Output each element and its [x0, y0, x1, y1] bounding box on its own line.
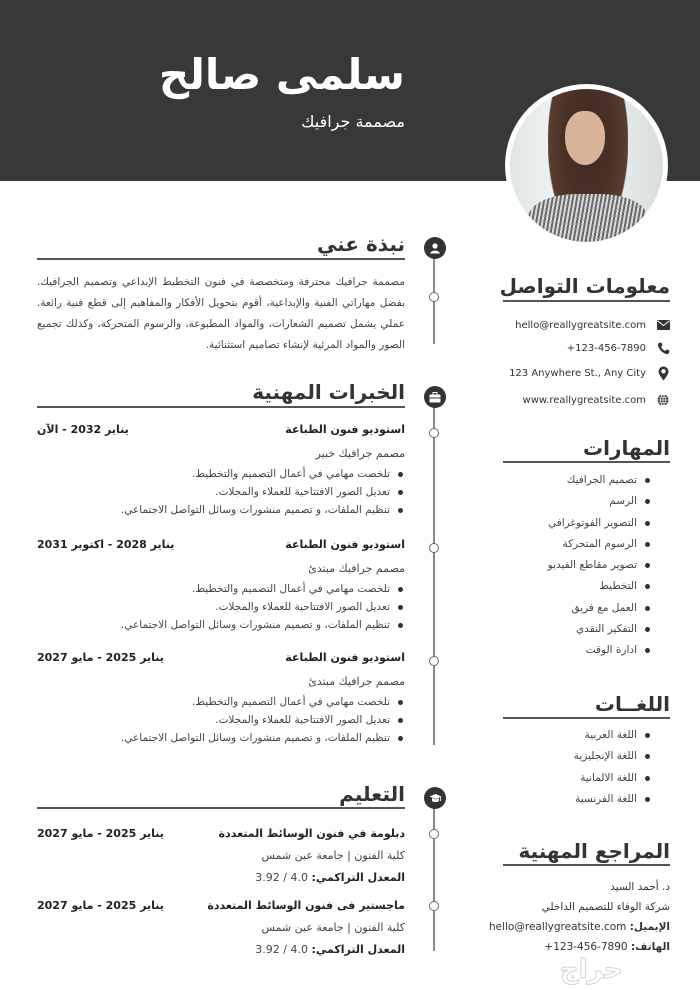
about-text: مصممة جرافيك محترفة ومتخصصة في فنون التخطيط الإبداعي وتصميم الجرافيك. بفضل مهاراتي الفنية والإبداعية، أقوم بتحويل الأفكار والمفاهيم إلى قطع فنية رائعة. عملي يشمل تصميم الشعارات، والمواد المطبوعة، والرسوم المتحركة، وكذلك تجميع الصور والمواد المرئية لإنشاء تصاميم استثنائية. — [37, 276, 405, 351]
education-school: كلية الفنون | جامعة عين شمس — [261, 921, 405, 934]
education-entry — [37, 895, 405, 961]
section-title-references: المراجع المهنية — [518, 839, 670, 863]
skill-item: العمل مع فريق — [548, 598, 650, 619]
contact-website — [503, 390, 670, 410]
timeline-node — [429, 656, 439, 666]
timeline-node — [429, 428, 439, 438]
envelope-icon — [656, 318, 670, 332]
skills-list — [548, 470, 650, 662]
timeline-node — [429, 543, 439, 553]
phone-icon — [656, 341, 670, 355]
reference-email — [490, 917, 670, 937]
reference-entry — [490, 877, 670, 957]
reference-phone-value: +123-456-7890 — [544, 941, 628, 953]
section-divider — [37, 406, 405, 408]
job-company: استوديو فنون الطباعة — [285, 538, 405, 551]
job-bullet: تلخصت مهامي في أعمال التصميم والتخطيط. — [37, 465, 405, 483]
timeline-node — [429, 829, 439, 839]
section-divider — [503, 300, 670, 302]
education-dates: يناير 2025 - مايو 2027 — [37, 899, 164, 912]
job-bullet: تعديل الصور الافتتاحية للعملاء والمجلات. — [37, 711, 405, 729]
reference-phone — [490, 937, 670, 957]
skill-item: التصوير الفوتوغرافي — [548, 513, 650, 534]
job-company: استوديو فنون الطباعة — [285, 651, 405, 664]
skill-item: التفكير النقدي — [548, 619, 650, 640]
job-bullet: تلخصت مهامي في أعمال التصميم والتخطيط. — [37, 580, 405, 598]
user-icon — [424, 237, 446, 259]
contact-address-text: 123 Anywhere St., Any City — [509, 367, 646, 379]
reference-phone-label: الهاتف: — [630, 941, 670, 953]
graduation-cap-icon — [424, 787, 446, 809]
job-entry — [37, 538, 405, 634]
profile-photo — [505, 84, 668, 247]
education-entry — [37, 823, 405, 889]
job-entry — [37, 651, 405, 747]
map-pin-icon — [656, 366, 670, 380]
skill-item: تصميم الجرافيك — [548, 470, 650, 491]
gpa-value: 3.92 / 4.0 — [255, 871, 308, 884]
job-role: مصمم جرافيك مبتدئ — [308, 675, 405, 688]
job-bullet: تعديل الصور الافتتاحية للعملاء والمجلات. — [37, 483, 405, 501]
section-title-skills: المهارات — [583, 436, 670, 460]
job-bullet: تنظيم الملفات، و تصميم منشورات وسائل التواصل الاجتماعي. — [37, 501, 405, 519]
job-dates: يناير 2032 - الآن — [37, 423, 129, 436]
skill-item: الرسم — [548, 491, 650, 512]
person-job-title: مصممة جرافيك — [301, 112, 405, 131]
skill-item: الرسوم المتحركة — [548, 534, 650, 555]
person-name: سلمى صالح — [158, 50, 405, 99]
reference-email-label: الإيميل: — [629, 921, 670, 933]
section-title-experience: الخبرات المهنية — [252, 380, 405, 404]
section-title-education: التعليم — [339, 782, 405, 806]
section-divider — [37, 807, 405, 809]
skill-item: التخطيط — [548, 576, 650, 597]
language-item: اللغة الفرنسية — [574, 789, 650, 810]
job-bullet: تنظيم الملفات، و تصميم منشورات وسائل التواصل الاجتماعي. — [37, 616, 405, 634]
education-gpa — [37, 867, 405, 889]
timeline-line-experience — [433, 401, 435, 745]
watermark: حراج — [560, 955, 623, 985]
job-dates: يناير 2028 - اكتوبر 2031 — [37, 538, 175, 551]
timeline-node — [429, 901, 439, 911]
section-title-languages: اللغــات — [594, 692, 670, 716]
section-divider — [503, 717, 670, 719]
reference-email-value: hello@reallygreatsite.com — [488, 921, 627, 933]
section-divider — [503, 864, 670, 866]
contact-phone-text: +123-456-7890 — [566, 342, 646, 354]
language-item: اللغة العربية — [574, 725, 650, 746]
gpa-label: المعدل التراكمي: — [311, 871, 405, 884]
education-degree: دبلومة في فنون الوسائط المتعددة — [218, 827, 405, 840]
education-degree: ماجستير فى فنون الوسائط المتعددة — [207, 899, 405, 912]
reference-name: د. أحمد السيد — [610, 881, 670, 893]
briefcase-icon — [424, 386, 446, 408]
reference-company: شركة الوفاء للتصميم الداخلي — [541, 901, 670, 913]
gpa-value: 3.92 / 4.0 — [255, 943, 308, 956]
education-gpa — [37, 939, 405, 961]
skill-item: تصوير مقاطع الفيديو — [548, 555, 650, 576]
gpa-label: المعدل التراكمي: — [311, 943, 405, 956]
contact-email-text: hello@reallygreatsite.com — [515, 319, 646, 331]
section-divider — [503, 461, 670, 463]
section-title-about: نبذة عني — [316, 232, 405, 256]
contact-address — [503, 363, 670, 383]
job-bullet: تعديل الصور الافتتاحية للعملاء والمجلات. — [37, 598, 405, 616]
education-school: كلية الفنون | جامعة عين شمس — [261, 849, 405, 862]
contact-website-text: www.reallygreatsite.com — [522, 394, 646, 406]
profile-photo-image — [510, 89, 663, 242]
education-dates: يناير 2025 - مايو 2027 — [37, 827, 164, 840]
language-item: اللغة الإنجليزية — [574, 746, 650, 767]
job-role: مصمم جرافيك خبير — [315, 447, 405, 460]
languages-list — [574, 725, 650, 810]
job-bullet: تنظيم الملفات، و تصميم منشورات وسائل التواصل الاجتماعي. — [37, 729, 405, 747]
job-company: استوديو فنون الطباعة — [285, 423, 405, 436]
contact-email — [503, 315, 670, 335]
section-divider — [37, 258, 405, 260]
contact-phone — [503, 338, 670, 358]
timeline-node — [429, 292, 439, 302]
job-entry — [37, 423, 405, 519]
job-dates: يناير 2025 - مايو 2027 — [37, 651, 164, 664]
section-title-contact: معلومات التواصل — [499, 274, 670, 298]
language-item: اللغة الالمانية — [574, 768, 650, 789]
job-bullet: تلخصت مهامي في أعمال التصميم والتخطيط. — [37, 693, 405, 711]
globe-icon — [656, 393, 670, 407]
skill-item: ادارة الوقت — [548, 640, 650, 661]
job-role: مصمم جرافيك مبتدئ — [308, 562, 405, 575]
